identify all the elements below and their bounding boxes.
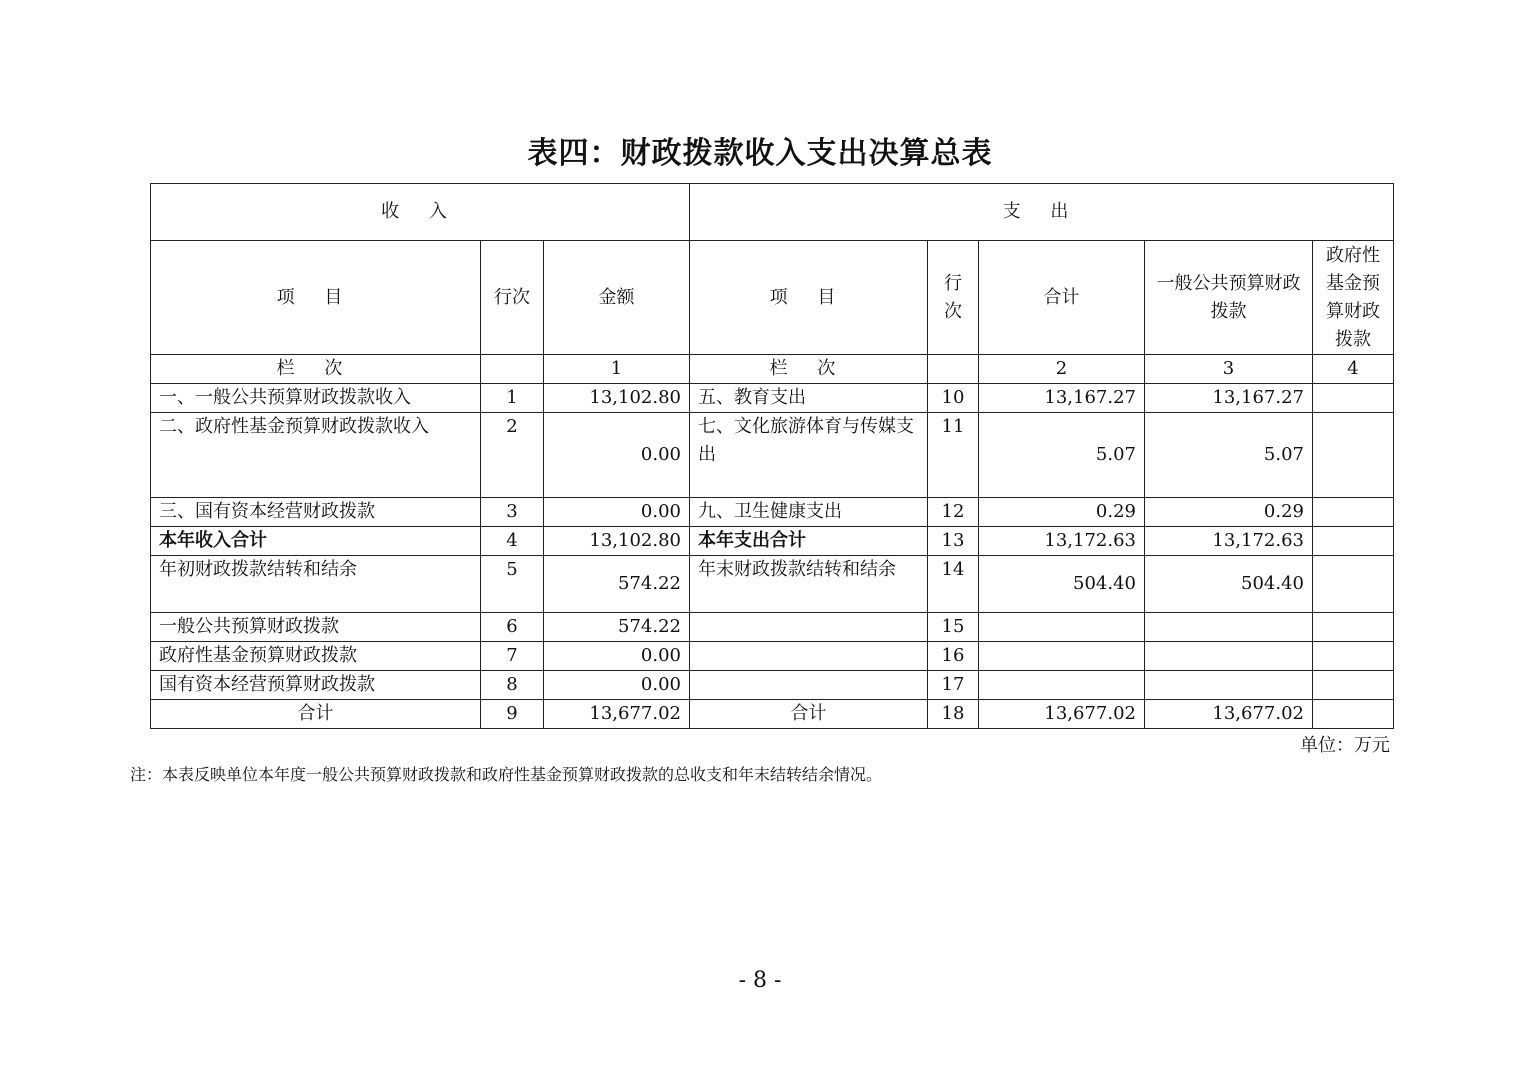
income-amount: 0.00 xyxy=(544,413,690,498)
income-item: 政府性基金预算财政拨款 xyxy=(151,642,481,671)
expense-row-no: 16 xyxy=(928,642,979,671)
income-amount: 574.22 xyxy=(544,613,690,642)
income-row-no: 9 xyxy=(481,700,544,729)
expense-row-no: 13 xyxy=(928,527,979,556)
general-budget-header: 一般公共预算财政拨款 xyxy=(1145,241,1313,355)
expense-fund xyxy=(1313,642,1394,671)
income-row-no: 6 xyxy=(481,613,544,642)
income-item-header: 项 目 xyxy=(151,241,481,355)
expense-general xyxy=(1145,671,1313,700)
expense-total xyxy=(979,613,1145,642)
unit-label: 单位：万元 xyxy=(1300,735,1390,756)
income-item: 国有资本经营预算财政拨款 xyxy=(151,671,481,700)
expense-fund xyxy=(1313,613,1394,642)
expense-item: 九、卫生健康支出 xyxy=(690,498,928,527)
expense-row-no: 17 xyxy=(928,671,979,700)
income-row-no: 2 xyxy=(481,413,544,498)
expense-item: 本年支出合计 xyxy=(690,527,928,556)
income-item: 三、国有资本经营财政拨款 xyxy=(151,498,481,527)
expense-item-header: 项 目 xyxy=(690,241,928,355)
income-item: 一、一般公共预算财政拨款收入 xyxy=(151,384,481,413)
income-amount: 0.00 xyxy=(544,671,690,700)
table-row xyxy=(151,384,1394,413)
income-item: 本年收入合计 xyxy=(151,527,481,556)
expense-item xyxy=(690,671,928,700)
expense-total: 13,172.63 xyxy=(979,527,1145,556)
income-amount: 574.22 xyxy=(544,556,690,613)
expense-item: 年末财政拨款结转和结余 xyxy=(690,556,928,613)
expense-row-no: 14 xyxy=(928,556,979,613)
expense-total: 13,167.27 xyxy=(979,384,1145,413)
expense-header: 支 出 xyxy=(690,184,1394,241)
income-amount: 0.00 xyxy=(544,642,690,671)
income-item: 合计 xyxy=(151,700,481,729)
amount-header: 金额 xyxy=(544,241,690,355)
expense-general xyxy=(1145,613,1313,642)
empty-cell xyxy=(481,355,544,384)
income-amount: 13,677.02 xyxy=(544,700,690,729)
expense-row-no: 11 xyxy=(928,413,979,498)
income-row-no: 7 xyxy=(481,642,544,671)
col-label-expense: 栏 次 xyxy=(690,355,928,384)
table-row xyxy=(151,413,1394,498)
col-index-4: 4 xyxy=(1313,355,1394,384)
expense-total: 5.07 xyxy=(979,413,1145,498)
table-note: 注：本表反映单位本年度一般公共预算财政拨款和政府性基金预算财政拨款的总收支和年末结转结余情况。 xyxy=(130,765,883,784)
col-index-1: 1 xyxy=(544,355,690,384)
income-amount: 13,102.80 xyxy=(544,527,690,556)
income-item: 二、政府性基金预算财政拨款收入 xyxy=(151,413,481,498)
income-row-no: 1 xyxy=(481,384,544,413)
expense-fund xyxy=(1313,671,1394,700)
expense-row-no: 12 xyxy=(928,498,979,527)
expense-general: 5.07 xyxy=(1145,413,1313,498)
income-amount: 13,102.80 xyxy=(544,384,690,413)
empty-cell xyxy=(928,355,979,384)
table-row xyxy=(151,613,1394,642)
income-item: 年初财政拨款结转和结余 xyxy=(151,556,481,613)
col-index-3: 3 xyxy=(1145,355,1313,384)
expense-general: 13,167.27 xyxy=(1145,384,1313,413)
expense-general: 0.29 xyxy=(1145,498,1313,527)
expense-fund xyxy=(1313,498,1394,527)
table-row xyxy=(151,700,1394,729)
expense-item: 合计 xyxy=(690,700,928,729)
expense-row-no: 18 xyxy=(928,700,979,729)
income-amount: 0.00 xyxy=(544,498,690,527)
expense-fund xyxy=(1313,700,1394,729)
section-header-row xyxy=(151,184,1394,241)
table-row xyxy=(151,642,1394,671)
table-row xyxy=(151,498,1394,527)
expense-fund xyxy=(1313,556,1394,613)
income-row-no-header: 行次 xyxy=(481,241,544,355)
column-index-row xyxy=(151,355,1394,384)
table-row xyxy=(151,556,1394,613)
expense-row-no: 15 xyxy=(928,613,979,642)
col-index-2: 2 xyxy=(979,355,1145,384)
expense-item: 五、教育支出 xyxy=(690,384,928,413)
table-row xyxy=(151,527,1394,556)
expense-general xyxy=(1145,642,1313,671)
expense-total: 504.40 xyxy=(979,556,1145,613)
income-row-no: 3 xyxy=(481,498,544,527)
expense-general: 13,677.02 xyxy=(1145,700,1313,729)
expense-general: 13,172.63 xyxy=(1145,527,1313,556)
budget-table xyxy=(150,183,1394,729)
col-label-income: 栏 次 xyxy=(151,355,481,384)
expense-total: 13,677.02 xyxy=(979,700,1145,729)
gov-fund-header: 政府性基金预算财政拨款 xyxy=(1313,241,1394,355)
page-number: - 8 - xyxy=(738,968,782,993)
income-item: 一般公共预算财政拨款 xyxy=(151,613,481,642)
expense-fund xyxy=(1313,527,1394,556)
expense-item: 七、文化旅游体育与传媒支出 xyxy=(690,413,928,498)
table-row xyxy=(151,671,1394,700)
income-row-no: 4 xyxy=(481,527,544,556)
expense-row-no: 10 xyxy=(928,384,979,413)
expense-total xyxy=(979,671,1145,700)
expense-fund xyxy=(1313,384,1394,413)
total-header: 合计 xyxy=(979,241,1145,355)
income-row-no: 5 xyxy=(481,556,544,613)
expense-total xyxy=(979,642,1145,671)
expense-general: 504.40 xyxy=(1145,556,1313,613)
income-row-no: 8 xyxy=(481,671,544,700)
expense-fund xyxy=(1313,413,1394,498)
column-header-row xyxy=(151,241,1394,355)
expense-item xyxy=(690,642,928,671)
expense-total: 0.29 xyxy=(979,498,1145,527)
expense-item xyxy=(690,613,928,642)
income-header: 收 入 xyxy=(151,184,690,241)
page-title: 表四：财政拨款收入支出决算总表 xyxy=(527,136,993,171)
expense-row-no-header: 行 次 xyxy=(928,241,979,355)
